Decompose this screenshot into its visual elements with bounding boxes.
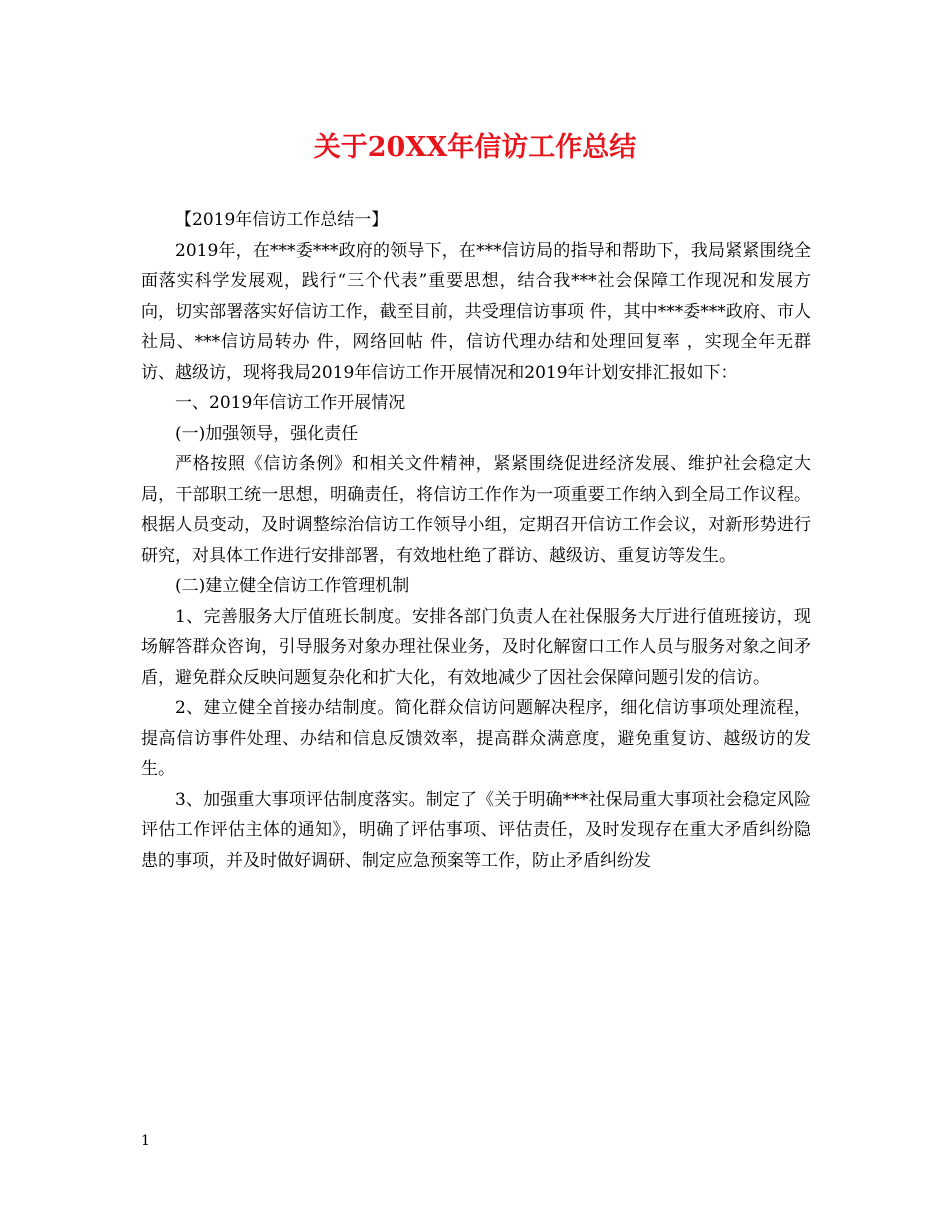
subsection-heading: (二)建立健全信访工作管理机制: [175, 576, 410, 596]
section-heading: 一、2019年信访工作开展情况: [175, 393, 406, 413]
body-paragraph: 严格按照《信访条例》和相关文件精神，紧紧围绕促进经济发展、维护社会稳定大局，干部职工统一思想，明确责任，将信访工作作为一项重要工作纳入到全局工作议程。根据人员变动，及时调整综治信访工作领导小组，定期召开信访工作会议，对新形势进行研究，对具体工作进行安排部署，有效地杜绝了群访、越级访、重复访等发生。: [141, 454, 811, 566]
section-heading: 【2019年信访工作总结一】: [175, 210, 389, 230]
page-number: 1: [141, 1133, 150, 1149]
document-title: 关于20XX年信访工作总结: [313, 132, 637, 163]
subsection-heading: (一)加强领导，强化责任: [175, 423, 359, 444]
body-paragraph: 1、完善服务大厅值班长制度。安排各部门负责人在社保服务大厅进行值班接访，现场解答群众咨询，引导服务对象办理社保业务，及时化解窗口工作人员与服务对象之间矛盾，避免群众反映问题复杂化和扩大化，有效地减少了因社会保障问题引发的信访。: [141, 606, 811, 688]
body-paragraph: 2019年，在***委***政府的领导下，在***信访局的指导和帮助下，我局紧紧围绕全面落实科学发展观，践行“三个代表”重要思想，结合我***社会保障工作现况和发展方向，切实部署落实好信访工作，截至目前，共受理信访事项 件，其中***委***政府、市人社局、***信访局转办 件，网络回帖 件，信访代理办结和处理回复率 ，实现全年无群访、越级访，现将我局2019年信访工作开展情况和2019年计划安排汇报如下：: [141, 240, 811, 383]
body-paragraph: 3、加强重大事项评估制度落实。制定了《关于明确***社保局重大事项社会稳定风险评估工作评估主体的通知》，明确了评估事项、评估责任，及时发现存在重大矛盾纠纷隐患的事项，并及时做好调研、制定应急预案等工作，防止矛盾纠纷发: [141, 789, 811, 871]
body-paragraph: 2、建立健全首接办结制度。简化群众信访问题解决程序，细化信访事项处理流程，提高信访事件处理、办结和信息反馈效率，提高群众满意度，避免重复访、越级访的发生。: [141, 698, 811, 779]
document-body: [141, 205, 811, 876]
